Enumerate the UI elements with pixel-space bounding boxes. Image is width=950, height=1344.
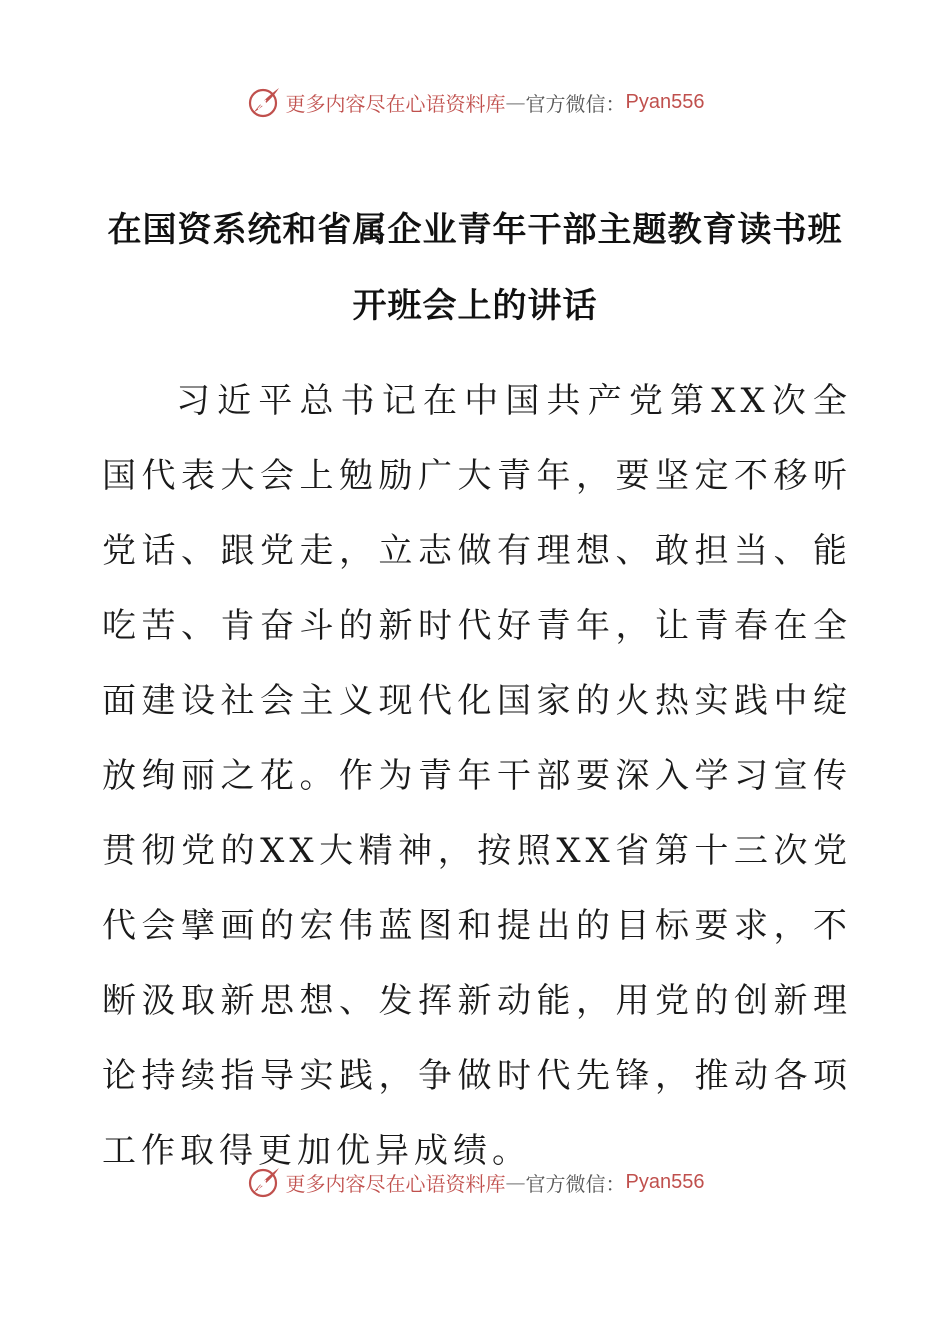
document-title-line1: 在国资系统和省属企业青年干部主题教育读书班 — [107, 210, 843, 250]
watermark-brand: 更多内容尽在心语资料库 — [285, 1171, 506, 1196]
footer-watermark — [0, 1164, 950, 1200]
watermark-wechat-label: 官方微信： — [525, 91, 626, 116]
document-body-paragraph: 习近平总书记在中国共产党第XX次全国代表大会上勉励广大青年，要坚定不移听党话、跟党走，立志做有理想、敢担当、能吃苦、肯奋斗的新时代好青年，让青春在全面建设社会主义现代化国家的火热实践中绽放绚丽之花。作为青年干部要深入学习宣传贯彻党的XX大精神，按照XX省第十三次党代会擘画的宏伟蓝图和提出的目标要求，不断汲取新思想、发挥新动能，用党的创新理论持续指导实践，争做时代先锋，推动各项工作取得更加优异成绩。 — [102, 381, 852, 1171]
watermark-wechat-id: Pyan556 — [625, 1170, 705, 1193]
watermark-wechat-id: Pyan556 — [625, 90, 705, 113]
document-title-line2: 开班会上的讲话 — [352, 286, 598, 326]
quill-pen-icon — [246, 84, 282, 120]
header-watermark — [0, 84, 950, 120]
quill-pen-icon — [246, 1164, 282, 1200]
watermark-wechat-label: 官方微信： — [525, 1171, 626, 1196]
watermark-separator: — — [505, 90, 526, 114]
watermark-brand: 更多内容尽在心语资料库 — [285, 91, 506, 116]
watermark-separator: — — [505, 1170, 526, 1194]
